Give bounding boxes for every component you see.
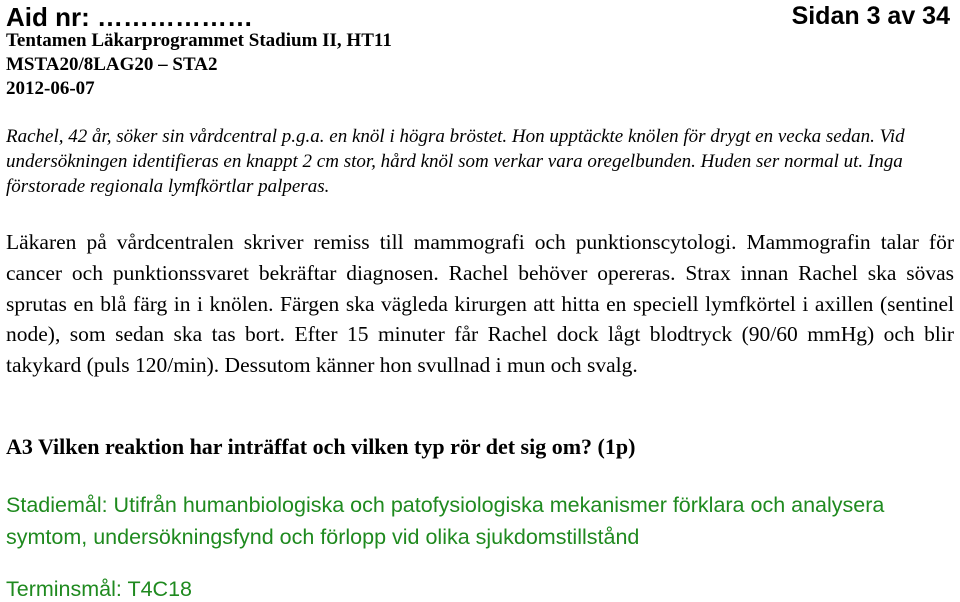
case-intro: Rachel, 42 år, söker sin vårdcentral p.g.a. en knöl i högra bröstet. Hon upptäckte knölen för drygt en vecka sedan. Vid undersökningen identifieras en knappt 2 cm stor, hård knöl som verkar vara oregelbunden. Huden ser normal ut. Inga förstorade regionala lymfkörtlar palperas. xyxy=(6,126,905,197)
page-header xyxy=(6,0,952,34)
case-description: Läkaren på vårdcentralen skriver remiss till mammografi och punktionscytologi. Mammografin talar för cancer och punktionssvaret bekräftar diagnosen. Rachel behöver opereras. Strax innan Rachel ska sövas sprutas en blå färg in i knölen. Färgen ska vägleda kirurgen att hitta en speciell lymfkörtel i axillen (sentinel node), som sedan ska tas bort. Efter 15 minuter får Rachel dock lågt blodtryck (90/60 mmHg) och blir takykard (puls 120/min). Dessutom känner hon svullnad i mun och svalg. xyxy=(6,230,954,378)
stadiemal-objective: Stadiemål: Utifrån humanbiologiska och patofysiologiska mekanismer förklara och analysera symtom, undersökningsfynd och förlopp vid olika sjukdomstillstånd xyxy=(6,493,885,549)
course-code: MSTA20/8LAG20 – STA2 xyxy=(6,54,218,75)
question-a3: A3 Vilken reaktion har inträffat och vilken typ rör det sig om? (1p) xyxy=(6,434,636,459)
exam-title: Tentamen Läkarprogrammet Stadium II, HT11 xyxy=(6,30,392,51)
aid-number: Aid nr: ……………… xyxy=(6,2,253,32)
terminsmal-objective: Terminsmål: T4C18 xyxy=(6,577,192,601)
page-number: Sidan 3 av 34 xyxy=(791,2,950,30)
exam-date: 2012-06-07 xyxy=(6,78,95,99)
